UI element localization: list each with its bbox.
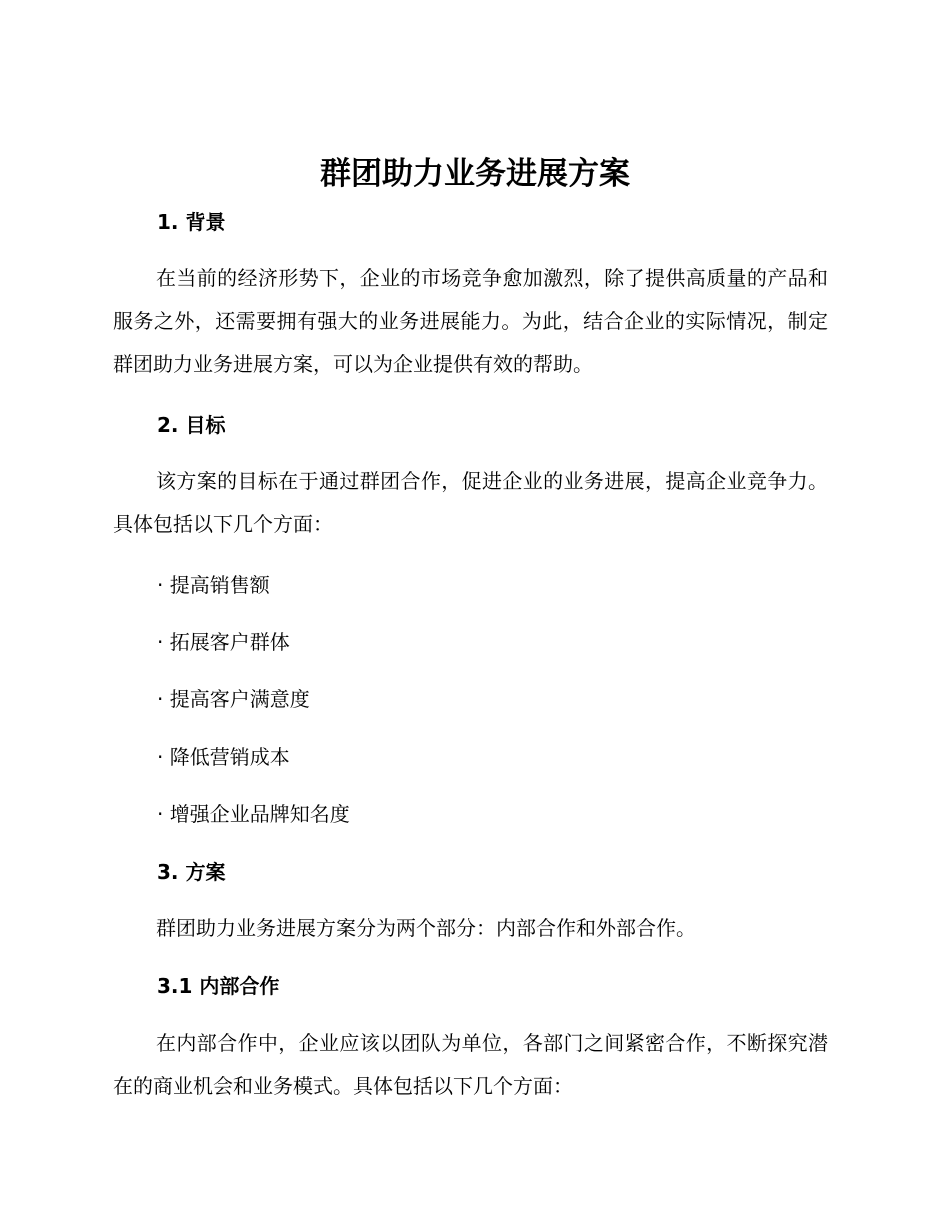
section-heading-goal: 2. 目标 — [157, 413, 226, 437]
goal-bullet-item: · 提高客户满意度 — [157, 687, 310, 711]
goal-bullet-item: · 降低营销成本 — [157, 745, 290, 769]
section-heading-internal: 3.1 内部合作 — [157, 974, 280, 998]
background-paragraph: 在当前的经济形势下，企业的市场竞争愈加激烈，除了提供高质量的产品和服务之外，还需要拥有强大的业务进展能力。为此，结合企业的实际情况，制定群团助力业务进展方案，可以为企业提供有效的帮助。 — [113, 266, 828, 376]
goal-bullet-item: · 提高销售额 — [157, 573, 270, 597]
section-heading-plan: 3. 方案 — [157, 860, 226, 884]
section-heading-background: 1. 背景 — [157, 210, 226, 234]
document-title: 群团助力业务进展方案 — [320, 156, 630, 192]
goal-paragraph: 该方案的目标在于通过群团合作，促进企业的业务进展，提高企业竞争力。具体包括以下几个方面： — [113, 469, 828, 536]
internal-paragraph: 在内部合作中，企业应该以团队为单位，各部门之间紧密合作，不断探究潜在的商业机会和业务模式。具体包括以下几个方面： — [113, 1031, 828, 1098]
goal-bullet-item: · 增强企业品牌知名度 — [157, 802, 350, 826]
goal-bullet-item: · 拓展客户群体 — [157, 630, 290, 654]
plan-paragraph: 群团助力业务进展方案分为两个部分：内部合作和外部合作。 — [156, 916, 696, 940]
